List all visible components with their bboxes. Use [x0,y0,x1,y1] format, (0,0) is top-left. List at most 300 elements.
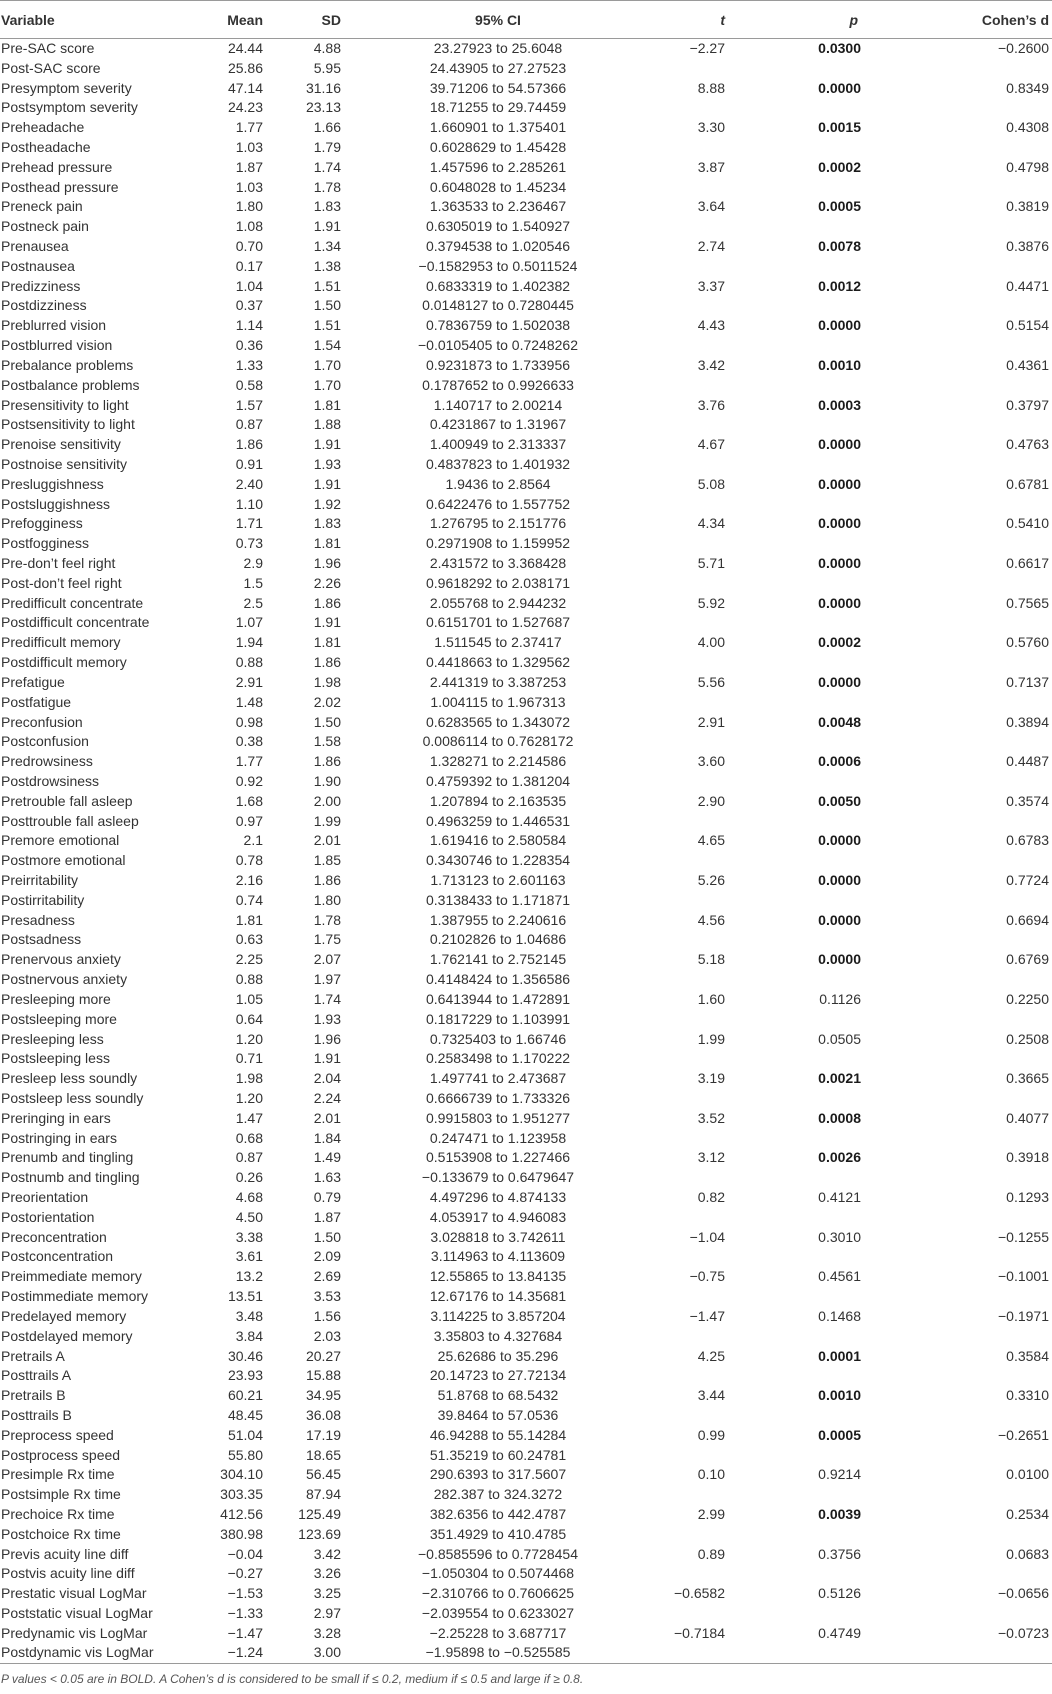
cell-p [746,375,908,395]
table-row [0,1505,1052,1525]
cell-variable: Postdrowsiness [1,772,100,789]
cell-sd: 3.00 [280,1643,362,1663]
cell-t: 0.10 [697,1466,725,1483]
cell-t [634,1128,746,1148]
cell-ci: 0.3430746 to 1.228354 [425,852,571,869]
table-row [0,1326,1052,1346]
cell-p: 0.1126 [819,990,861,1007]
cell-p [746,1128,908,1148]
cell-cohens-d: 0.4763 [1006,436,1049,453]
cell-t [634,1485,746,1505]
cell-sd: 123.69 [298,1525,341,1542]
cell-cohens-d: −0.1971 [998,1307,1049,1324]
cell-p: 0.0000 [818,673,861,690]
cell-ci: 1.207894 to 2.163535 [429,792,567,809]
table-row [0,573,1052,593]
cell-variable: Postsymptom severity [1,99,138,116]
cell-p [746,336,908,356]
cell-ci: 0.4837823 to 1.401932 [425,455,571,472]
cell-p [746,256,908,276]
cell-sd: 3.25 [313,1585,341,1602]
cell-ci: 0.4418663 to 1.329562 [425,654,571,671]
cell-mean: −1.24 [205,1643,280,1663]
cell-p [746,851,908,871]
cell-p: 0.0021 [818,1070,861,1087]
header-variable: Variable [0,1,205,39]
cell-sd: 1.78 [313,911,341,928]
cell-variable: Predifficult concentrate [1,594,144,611]
cell-t: 3.44 [697,1387,725,1404]
cell-ci: 1.497741 to 2.473687 [429,1070,567,1087]
cell-t: 0.82 [697,1189,725,1206]
cell-mean: 25.86 [227,59,263,76]
cell-cohens-d: 0.4308 [1006,119,1049,136]
cell-cohens-d: 0.6781 [1006,475,1049,492]
table-row [0,415,1052,435]
cell-sd: 1.86 [313,872,341,889]
cell-mean: 0.58 [235,376,263,393]
cell-cohens-d [908,1049,1052,1069]
cell-mean: 2.91 [235,673,263,690]
table-row [0,39,1052,59]
cell-mean: 1.14 [235,317,263,334]
table-row [0,1049,1052,1069]
cell-mean: 0.37 [235,297,263,314]
table-row [0,356,1052,376]
cell-ci: 46.94288 to 55.14284 [429,1426,567,1443]
cell-cohens-d [908,1366,1052,1386]
cell-p: 0.0002 [818,158,861,175]
cell-sd: 1.80 [313,891,341,908]
cell-t: 3.42 [697,356,725,373]
cell-cohens-d [908,177,1052,197]
cell-ci: 2.441319 to 3.387253 [429,673,567,690]
cell-ci: 3.35803 to 4.327684 [433,1327,563,1344]
cell-sd: 1.51 [313,317,341,334]
cell-t [634,1089,746,1109]
cell-p [746,811,908,831]
cell-variable: Postirritability [1,891,85,908]
cell-p: 0.3756 [818,1545,861,1562]
cell-variable: Postprocess speed [1,1446,121,1463]
cell-mean: 1.07 [235,614,263,631]
cell-p: 0.0000 [818,436,861,453]
cell-cohens-d [908,573,1052,593]
cell-ci: 0.2583498 to 1.170222 [425,1050,571,1067]
cell-variable: Posttrails B [1,1406,72,1423]
cell-cohens-d: 0.3894 [1006,713,1049,730]
cell-variable: Postheadache [1,138,91,155]
cell-cohens-d [908,692,1052,712]
cell-cohens-d: 0.2534 [1006,1506,1049,1523]
cell-mean: 2.5 [243,594,263,611]
table-row [0,653,1052,673]
table-row [0,1445,1052,1465]
cell-sd: 1.58 [313,733,341,750]
table-row [0,811,1052,831]
cell-t: 5.08 [697,475,725,492]
cell-sd: 1.87 [313,1208,341,1225]
cell-cohens-d: 0.6769 [1006,951,1049,968]
table-row [0,1604,1052,1624]
cell-cohens-d [908,653,1052,673]
cell-sd: 3.42 [313,1545,341,1562]
cell-ci: −0.1582953 to 0.5011524 [418,257,578,274]
cell-cohens-d [908,1485,1052,1505]
cell-sd: 87.94 [305,1486,341,1503]
cell-t [634,1524,746,1544]
cell-mean: 1.94 [235,634,263,651]
cell-p: 0.3010 [818,1228,861,1245]
cell-p: 0.0000 [818,515,861,532]
cell-p [746,1207,908,1227]
table-row [0,1346,1052,1366]
cell-mean: 0.74 [235,891,263,908]
cell-mean: −1.47 [227,1624,263,1641]
cell-variable: Prefatigue [1,673,65,690]
table-row [0,1485,1052,1505]
cell-t: 4.25 [697,1347,725,1364]
cell-t [634,573,746,593]
cell-t [634,653,746,673]
cell-t: 8.88 [697,79,725,96]
cell-mean: −0.27 [227,1565,263,1582]
cell-ci: 51.8768 to 68.5432 [437,1387,559,1404]
cell-ci: 0.4759392 to 1.381204 [425,772,571,789]
cell-sd: 1.91 [313,1050,341,1067]
cell-sd: 1.78 [313,178,341,195]
cell-mean: 1.20 [235,1089,263,1106]
cell-sd: 1.66 [313,119,341,136]
cell-mean: 1.57 [235,396,263,413]
cell-p: 0.0078 [818,238,861,255]
cell-cohens-d [908,1287,1052,1307]
cell-p: 0.0005 [818,198,861,215]
cell-ci: 0.0148127 to 0.7280445 [422,297,574,314]
cell-variable: Postsadness [1,931,82,948]
cell-variable: Postbalance problems [1,376,140,393]
cell-variable: Postsimple Rx time [1,1486,121,1503]
cell-p [746,217,908,237]
cell-ci: 0.4148424 to 1.356586 [425,971,571,988]
cell-ci: 12.55865 to 13.84135 [429,1268,567,1285]
cell-sd: 1.50 [313,1228,341,1245]
cell-cohens-d [908,58,1052,78]
cell-variable: Prehead pressure [1,158,113,175]
cell-sd: 125.49 [298,1506,341,1523]
cell-p [746,1643,908,1663]
cell-mean: 1.47 [235,1109,263,1126]
cell-sd: 1.88 [313,416,341,433]
cell-variable: Postdelayed memory [1,1327,133,1344]
cell-ci: −0.133679 to 0.6479647 [421,1169,575,1186]
cell-p: 0.0010 [818,356,861,373]
cell-mean: 1.33 [235,356,263,373]
cell-ci: 0.4963259 to 1.446531 [425,812,571,829]
cell-variable: Postfogginess [1,535,89,552]
cell-sd: 3.26 [313,1565,341,1582]
cell-cohens-d: 0.3876 [1006,238,1049,255]
cell-cohens-d: 0.3574 [1006,792,1049,809]
cell-p: 0.0505 [818,1030,861,1047]
cell-p [746,296,908,316]
cell-p: 0.0300 [818,40,861,57]
table-row [0,593,1052,613]
table-row [0,395,1052,415]
cell-ci: −0.8585596 to 0.7728454 [418,1545,578,1562]
cell-cohens-d [908,772,1052,792]
cell-cohens-d [908,1089,1052,1109]
cell-t: 3.52 [697,1109,725,1126]
cell-t [634,296,746,316]
table-row [0,217,1052,237]
cell-variable: Postnumb and tingling [1,1169,140,1186]
cell-variable: Preheadache [1,119,85,136]
cell-variable: Preneck pain [1,198,83,215]
cell-sd: 56.45 [305,1466,341,1483]
cell-ci: 0.2971908 to 1.159952 [425,535,571,552]
cell-sd: 3.28 [313,1624,341,1641]
cell-t: 5.18 [697,951,725,968]
cell-p: 0.0012 [818,277,861,294]
cell-cohens-d: 0.0100 [1006,1466,1049,1483]
cell-ci: 1.387955 to 2.240616 [429,911,567,928]
cell-ci: 1.9436 to 2.8564 [445,475,551,492]
table-row [0,157,1052,177]
cell-sd: 1.38 [313,257,341,274]
cell-ci: 18.71255 to 29.74459 [429,99,567,116]
cell-sd: 34.95 [305,1387,341,1404]
cell-sd: 1.83 [313,515,341,532]
cell-t: −1.04 [689,1228,725,1245]
cell-variable: Postdifficult concentrate [1,614,150,631]
cell-p: 0.0026 [818,1149,861,1166]
cell-mean: 13.51 [227,1288,263,1305]
cell-t: 3.12 [697,1149,725,1166]
cell-variable: Postnervous anxiety [1,971,128,988]
cell-t [634,534,746,554]
cell-sd: 1.63 [313,1169,341,1186]
cell-variable: Postimmediate memory [1,1288,149,1305]
table-row [0,296,1052,316]
cell-variable: Prebalance problems [1,356,134,373]
cell-sd: 1.90 [313,772,341,789]
table-row [0,138,1052,158]
cell-p [746,455,908,475]
cell-ci: 4.497296 to 4.874133 [429,1189,567,1206]
cell-cohens-d: 0.6783 [1006,832,1049,849]
cell-p [746,1287,908,1307]
cell-ci: 2.431572 to 3.368428 [429,555,567,572]
cell-ci: 0.3138433 to 1.171871 [425,891,571,908]
table-row [0,1564,1052,1584]
cell-cohens-d: 0.3918 [1006,1149,1049,1166]
cell-sd: 1.50 [313,713,341,730]
cell-variable: Postnausea [1,257,75,274]
cell-p [746,890,908,910]
cell-mean: 0.70 [235,238,263,255]
table-row [0,197,1052,217]
cell-p [746,1326,908,1346]
cell-ci: 2.055768 to 2.944232 [429,594,567,611]
cell-ci: 1.457596 to 2.285261 [429,158,567,175]
cell-t: 2.99 [697,1506,725,1523]
table-row [0,534,1052,554]
cell-variable: Predynamic vis LogMar [1,1624,148,1641]
cell-mean: 3.38 [235,1228,263,1245]
cell-p [746,1604,908,1624]
cell-t [634,1643,746,1663]
cell-ci: 382.6356 to 442.4787 [429,1506,567,1523]
cell-ci: 1.276795 to 2.151776 [429,515,567,532]
cell-cohens-d: −0.2600 [998,40,1049,57]
cell-p [746,1445,908,1465]
cell-variable: Predifficult memory [1,634,121,651]
table-row [0,930,1052,950]
cell-variable: Postsluggishness [1,495,110,512]
cell-variable: Preorientation [1,1189,89,1206]
cell-mean: 0.91 [235,455,263,472]
table-row [0,435,1052,455]
cell-ci: 20.14723 to 27.72134 [429,1367,567,1384]
cell-t: 0.99 [697,1426,725,1443]
header-ci: 95% CI [362,1,634,39]
cell-p: 0.0002 [818,634,861,651]
cell-mean: 0.36 [235,337,263,354]
cell-sd: 1.86 [313,654,341,671]
cell-t [634,1207,746,1227]
cell-ci: 0.9915803 to 1.951277 [425,1109,571,1126]
table-row [0,1128,1052,1148]
table-row [0,1307,1052,1327]
cell-cohens-d [908,970,1052,990]
cell-variable: Pretrails B [1,1387,66,1404]
cell-cohens-d: 0.4077 [1006,1109,1049,1126]
table-row [0,375,1052,395]
table-row [0,514,1052,534]
cell-cohens-d: 0.8349 [1006,79,1049,96]
cell-cohens-d: 0.7724 [1006,872,1049,889]
cell-cohens-d: 0.3310 [1006,1387,1049,1404]
table-row [0,1089,1052,1109]
cell-sd: 1.83 [313,198,341,215]
cell-cohens-d: 0.7137 [1006,673,1049,690]
cell-p [746,1247,908,1267]
cell-sd: 1.34 [313,238,341,255]
table-row [0,494,1052,514]
cell-t: 1.99 [697,1030,725,1047]
cell-cohens-d [908,1643,1052,1663]
table-row [0,772,1052,792]
cell-variable: Previs acuity line diff [1,1545,129,1562]
cell-t [634,930,746,950]
cell-p: 0.4749 [818,1624,861,1641]
table-row [0,1524,1052,1544]
table-row [0,1584,1052,1604]
cell-variable: Premore emotional [1,832,120,849]
table-row [0,1465,1052,1485]
cell-t [634,970,746,990]
cell-ci: 282.387 to 324.3272 [433,1486,563,1503]
cell-ci: −2.039554 to 0.6233027 [421,1605,575,1622]
cell-mean: 24.23 [227,99,263,116]
table-row [0,791,1052,811]
cell-sd: 2.01 [313,832,341,849]
cell-sd: 1.92 [313,495,341,512]
cell-sd: 0.79 [313,1189,341,1206]
cell-ci: 1.511545 to 2.37417 [434,634,562,651]
cell-mean: 0.87 [235,1149,263,1166]
cell-sd: 1.98 [313,673,341,690]
cell-cohens-d [908,1009,1052,1029]
table-row [0,1029,1052,1049]
cell-p: 0.0000 [818,832,861,849]
cell-sd: 1.96 [313,555,341,572]
cell-t [634,772,746,792]
cell-p [746,1049,908,1069]
cell-sd: 1.81 [313,396,341,413]
cell-mean: 412.56 [220,1506,263,1523]
cell-sd: 2.07 [313,951,341,968]
cell-t [634,1406,746,1426]
cell-ci: 0.7325403 to 1.66746 [429,1030,567,1047]
cell-t [634,455,746,475]
cell-t: 4.67 [697,436,725,453]
cell-p: 0.0039 [818,1506,861,1523]
cell-p: 0.4561 [818,1268,861,1285]
cell-variable: Prenoise sensitivity [1,436,121,453]
cell-mean: 0.87 [235,416,263,433]
cell-sd: 1.86 [313,594,341,611]
cell-sd: 2.00 [313,792,341,809]
table-row [0,1624,1052,1644]
cell-sd: 1.93 [313,455,341,472]
cell-cohens-d: 0.4487 [1006,753,1049,770]
cell-ci: 12.67176 to 14.35681 [429,1288,567,1305]
cell-ci: 0.6666739 to 1.733326 [425,1089,571,1106]
header-sd: SD [280,1,362,39]
cell-sd: 1.54 [313,337,341,354]
cell-mean: 23.93 [227,1367,263,1384]
cell-cohens-d: 0.6617 [1006,555,1049,572]
cell-mean: 3.48 [235,1307,263,1324]
cell-sd: 1.56 [313,1307,341,1324]
cell-t [634,217,746,237]
cell-cohens-d [908,732,1052,752]
cell-variable: Poststatic visual LogMar [1,1605,153,1622]
cell-ci: 1.713123 to 2.601163 [430,872,566,889]
cell-mean: 60.21 [227,1387,263,1404]
cell-t [634,177,746,197]
cell-t [634,1445,746,1465]
cell-variable: Preimmediate memory [1,1268,142,1285]
table-row [0,1148,1052,1168]
cell-cohens-d [908,138,1052,158]
cell-p: 0.4121 [818,1189,861,1206]
table-row [0,1544,1052,1564]
cell-variable: Postmore emotional [1,852,126,869]
table-row [0,276,1052,296]
cell-t: 4.34 [697,515,725,532]
cell-mean: −0.04 [227,1545,263,1562]
cell-p [746,613,908,633]
cell-ci: 25.62686 to 35.296 [437,1347,559,1364]
cell-p [746,1009,908,1029]
cell-ci: 0.6422476 to 1.557752 [425,495,571,512]
cell-ci: 24.43905 to 27.27523 [429,59,567,76]
cell-ci: 0.6833319 to 1.402382 [425,277,571,294]
cell-variable: Postsleeping less [1,1050,110,1067]
